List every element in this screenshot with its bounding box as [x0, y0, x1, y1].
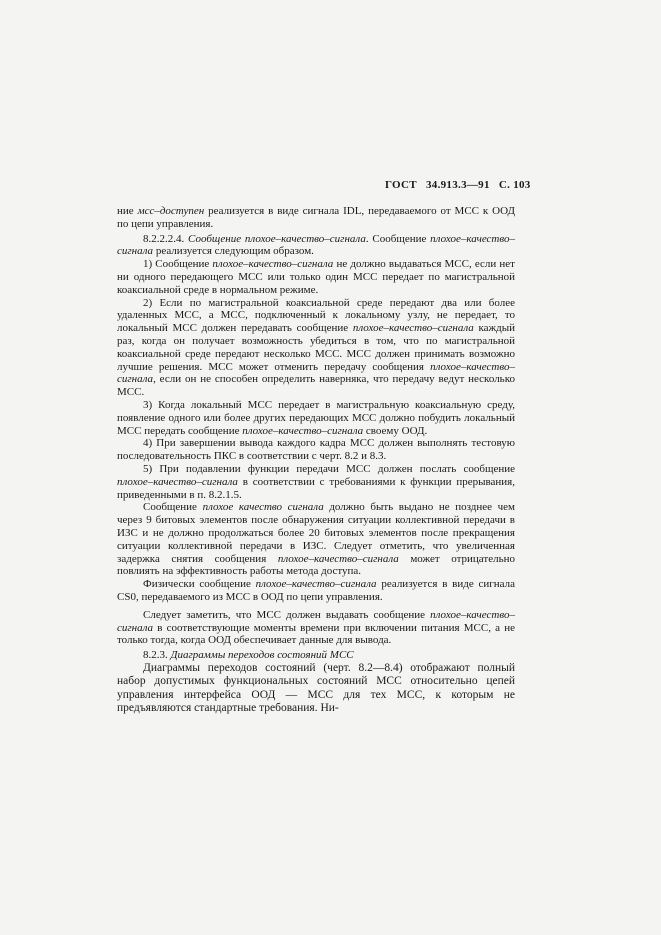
italic-term: плохое–качество–сигнала — [277, 552, 399, 565]
standard-label: ГОСТ — [385, 179, 417, 191]
text-run: 5) При подавлении функции передачи МСС должен послать сообщение — [143, 462, 515, 475]
text-run: 4) При завершении вывода каждого кадра МСС должен выполнять тестовую последовательность ПКС в соответствии с черт. 8.2 и 8.3. — [117, 437, 515, 463]
text-run: Следует заметить, что МСС должен выдавать сообщение — [143, 608, 431, 621]
list-item-2 — [117, 297, 515, 399]
italic-term: плохое–качество–сигнала — [117, 608, 515, 634]
text-run: в соответствующие моменты времени при включении питания МСС, а не только тогда, когда ООД обеспечивает данные для вывода. — [117, 621, 515, 647]
text-run: может отрицательно повлиять на эффективность работы метода доступа. — [117, 552, 515, 578]
text-run: 1) Сообщение — [143, 258, 213, 271]
list-item-5 — [117, 463, 515, 501]
italic-term: Диаграммы переходов состояний МСС — [170, 649, 354, 662]
italic-term: Сообщение плохое–качество–сигнала — [188, 232, 366, 245]
page-number: С. 103 — [498, 179, 531, 191]
text-run: 3) Когда локальный МСС передает в магистральную коаксиальную среду, появление одного или более других передающих МСС должно побудить локальный МСС передать сообщение — [117, 398, 515, 437]
text-run: в соответствии с требованиями к функции прерывания, приведенными в п. 8.2.1.5. — [117, 475, 515, 501]
list-item-3 — [117, 399, 515, 437]
text-run: Диаграммы переходов состояний (черт. 8.2—8.4) отображают полный набор допустимых функциональных состояний МСС относительно цепей управления интерфейса ООД — МСС для тех МСС, к которым не предъявляются стандартные требования. Ни- — [117, 661, 515, 715]
text-run: Физически сообщение — [143, 578, 256, 591]
text-run: своему ООД. — [363, 424, 428, 437]
text-run: 8.2.2.2.4. — [143, 232, 189, 245]
text-run: реализуется следующим образом. — [153, 245, 314, 258]
paragraph — [117, 609, 515, 647]
list-item-4 — [117, 437, 515, 463]
standard-number: 34.913.3—91 — [425, 179, 490, 191]
text-run: Сообщение — [143, 501, 203, 514]
document-body — [117, 205, 515, 716]
text-run: , если он не способен определить наверняка, что передачу ведут несколько МСС. — [117, 373, 515, 399]
italic-term: плохое–качество–сигнала — [352, 322, 474, 335]
text-run: 2) Если по магистральной коаксиальной среде передают два или более удаленных МСС, а МСС, подключенный к локальному узлу, не передает, то локальный МСС должен передавать сообщение — [117, 296, 515, 335]
page-header — [385, 179, 537, 191]
paragraph — [117, 205, 515, 231]
text-run: 8.2.3. — [143, 649, 171, 662]
italic-term: плохое–качество–сигнала — [212, 258, 334, 271]
text-run: реализуется в виде сигнала CS0, передаваемого из МСС в ООД по цепи управления. — [117, 578, 515, 603]
italic-term: плохое–качество–сигнала — [117, 475, 238, 488]
section-heading-8-2-2-2-4 — [117, 233, 515, 259]
paragraph — [117, 501, 515, 578]
section-heading-8-2-3 — [117, 649, 515, 662]
italic-term: мсс–доступен — [137, 205, 205, 217]
list-item-1 — [117, 258, 515, 296]
paragraph — [117, 662, 515, 716]
italic-term: плохое–качество–сигнала — [117, 232, 516, 258]
text-run: . Сообщение — [365, 232, 431, 245]
italic-term: плохое–качество–сигнала — [117, 360, 515, 386]
text-run: каждый раз, когда он получает возможность убедиться в том, что по магистральной коаксиальной среде передают несколько МСС. МСС должен принимать возможно лучшие решения. МСС может отменить передачу сообщения — [117, 322, 515, 373]
italic-term: плохое качество сигнала — [202, 501, 324, 514]
text-run: должно быть выдано не позднее чем через 9 битовых элементов после обнаружения ситуации коллективной передачи в ИЗС и не должно продолжаться более 20 битовых элементов после прекращения ситуации коллективной передачи в ИЗС. Следует отметить, что увеличенная задержка снятия сообщения — [117, 501, 515, 565]
paragraph — [117, 578, 515, 604]
text-run: реализуется в виде сигнала IDL, передаваемого от МСС к ООД по цепи управления. — [117, 205, 515, 230]
text-run: ние — [117, 205, 138, 217]
text-run: не должно выдаваться МСС, если нет ни одного передающего МСС или только один МСС передает по магистральной коаксиальной среде в нормальном режиме. — [117, 258, 515, 296]
italic-term: плохое–качество–сигнала — [242, 424, 364, 437]
italic-term: плохое–качество–сигнала — [255, 578, 377, 591]
